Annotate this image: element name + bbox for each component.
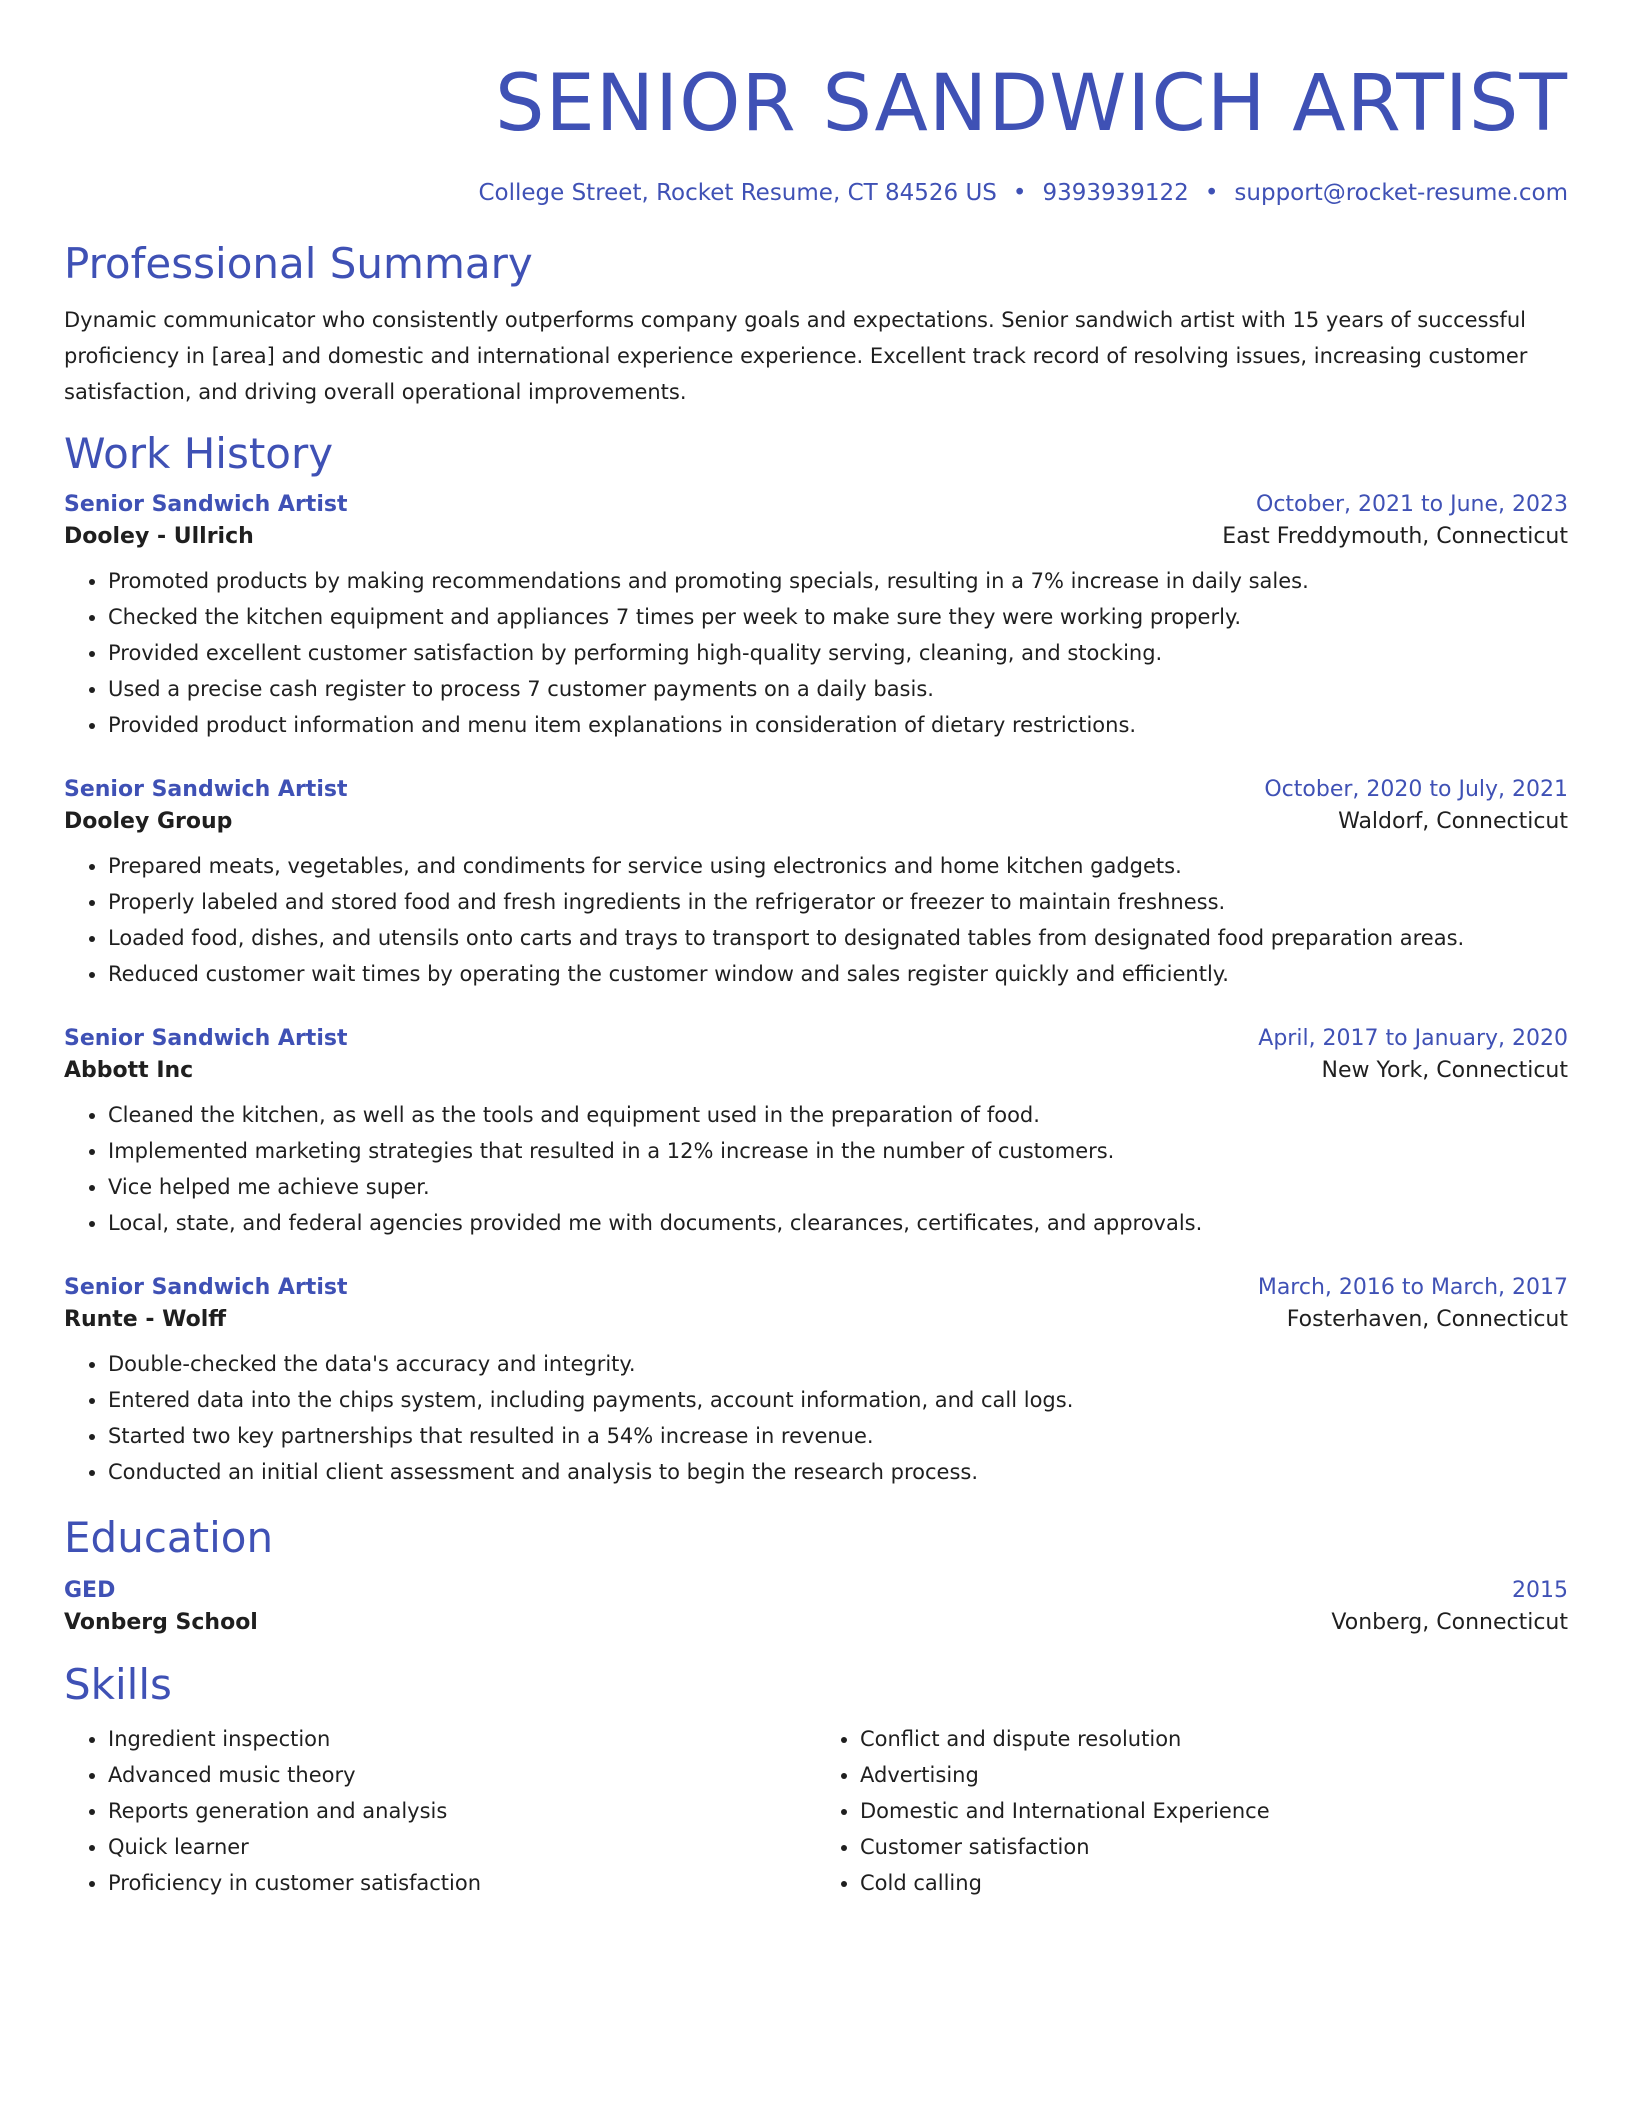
education-entry bbox=[64, 1578, 1568, 1635]
job-company: Runte - Wolff bbox=[64, 1307, 227, 1332]
list-item: • Reports generation and analysis bbox=[108, 1793, 816, 1829]
summary-heading: Professional Summary bbox=[64, 239, 533, 288]
job-entry bbox=[64, 492, 1568, 743]
job-company: Dooley - Ullrich bbox=[64, 524, 254, 549]
list-item: • Local, state, and federal agencies provided me with documents, clearances, certificates, and approvals. bbox=[108, 1205, 1568, 1241]
contact-address: College Street, Rocket Resume, CT 84526 US bbox=[478, 180, 997, 206]
list-item: • Advanced music theory bbox=[108, 1757, 816, 1793]
list-item: • Provided excellent customer satisfaction by performing high-quality serving, cleaning, and stocking. bbox=[108, 635, 1568, 671]
list-item: • Domestic and International Experience bbox=[860, 1793, 1568, 1829]
job-bullets bbox=[64, 563, 1568, 743]
job-header-row bbox=[64, 1026, 1568, 1051]
job-company: Dooley Group bbox=[64, 809, 233, 834]
resume-title: SENIOR SANDWICH ARTIST bbox=[495, 59, 1568, 149]
list-item: • Prepared meats, vegetables, and condiments for service using electronics and home kitchen gadgets. bbox=[108, 848, 1568, 884]
list-item: • Advertising bbox=[860, 1757, 1568, 1793]
education-school: Vonberg School bbox=[64, 1610, 258, 1635]
job-header-row bbox=[64, 777, 1568, 802]
job-entry bbox=[64, 777, 1568, 992]
list-item: • Customer satisfaction bbox=[860, 1829, 1568, 1865]
education-header-row bbox=[64, 1578, 1568, 1603]
job-company-row bbox=[64, 524, 1568, 549]
job-location: New York, Connecticut bbox=[1321, 1058, 1568, 1083]
contact-email: support@rocket-resume.com bbox=[1234, 180, 1568, 206]
job-title: Senior Sandwich Artist bbox=[64, 1275, 348, 1300]
job-location: Fosterhaven, Connecticut bbox=[1286, 1307, 1568, 1332]
list-item: • Reduced customer wait times by operating the customer window and sales register quickly and efficiently. bbox=[108, 956, 1568, 992]
education-degree: GED bbox=[64, 1578, 116, 1603]
contact-separator: • bbox=[1204, 180, 1219, 206]
list-item: • Loaded food, dishes, and utensils onto carts and trays to transport to designated tables from designated food preparation areas. bbox=[108, 920, 1568, 956]
list-item: • Implemented marketing strategies that resulted in a 12% increase in the number of customers. bbox=[108, 1133, 1568, 1169]
job-dates: October, 2021 to June, 2023 bbox=[1256, 492, 1568, 517]
list-item: • Proficiency in customer satisfaction bbox=[108, 1865, 816, 1901]
list-item: • Provided product information and menu item explanations in consideration of dietary restrictions. bbox=[108, 707, 1568, 743]
list-item: • Double-checked the data's accuracy and integrity. bbox=[108, 1346, 1568, 1382]
skills-list-right bbox=[816, 1721, 1568, 1901]
job-title: Senior Sandwich Artist bbox=[64, 492, 348, 517]
summary-text: Dynamic communicator who consistently outperforms company goals and expectations. Senior sandwich artist with 15 years of successful proficiency in [area] and domestic and international experience experience. Excellent track record of resolving issues, increasing customer satisfaction, and driving overall operational improvements. bbox=[64, 308, 1528, 404]
job-dates: April, 2017 to January, 2020 bbox=[1258, 1026, 1568, 1051]
job-bullets bbox=[64, 1097, 1568, 1241]
list-item: • Cleaned the kitchen, as well as the tools and equipment used in the preparation of food. bbox=[108, 1097, 1568, 1133]
list-item: • Ingredient inspection bbox=[108, 1721, 816, 1757]
skills-list-left bbox=[64, 1721, 816, 1901]
job-location: East Freddymouth, Connecticut bbox=[1222, 524, 1568, 549]
job-dates: March, 2016 to March, 2017 bbox=[1257, 1275, 1568, 1300]
contact-line bbox=[64, 178, 1568, 208]
work-history-heading: Work History bbox=[64, 429, 334, 478]
contact-phone: 9393939122 bbox=[1042, 180, 1189, 206]
job-bullets bbox=[64, 848, 1568, 992]
list-item: • Quick learner bbox=[108, 1829, 816, 1865]
list-item: • Checked the kitchen equipment and appliances 7 times per week to make sure they were working properly. bbox=[108, 599, 1568, 635]
job-header-row bbox=[64, 492, 1568, 517]
job-company-row bbox=[64, 1058, 1568, 1083]
job-dates: October, 2020 to July, 2021 bbox=[1264, 777, 1568, 802]
job-title: Senior Sandwich Artist bbox=[64, 1026, 348, 1051]
list-item: • Properly labeled and stored food and fresh ingredients in the refrigerator or freezer to maintain freshness. bbox=[108, 884, 1568, 920]
list-item: • Conducted an initial client assessment and analysis to begin the research process. bbox=[108, 1454, 1568, 1490]
education-school-row bbox=[64, 1610, 1568, 1635]
skills-heading: Skills bbox=[64, 1660, 172, 1709]
list-item: • Cold calling bbox=[860, 1865, 1568, 1901]
list-item: • Promoted products by making recommendations and promoting specials, resulting in a 7% increase in daily sales. bbox=[108, 563, 1568, 599]
list-item: • Conflict and dispute resolution bbox=[860, 1721, 1568, 1757]
job-header-row bbox=[64, 1275, 1568, 1300]
job-company-row bbox=[64, 1307, 1568, 1332]
education-location: Vonberg, Connecticut bbox=[1331, 1610, 1568, 1635]
education-year: 2015 bbox=[1512, 1578, 1568, 1603]
job-bullets bbox=[64, 1346, 1568, 1490]
job-location: Waldorf, Connecticut bbox=[1338, 809, 1568, 834]
job-title: Senior Sandwich Artist bbox=[64, 777, 348, 802]
job-company: Abbott Inc bbox=[64, 1058, 194, 1083]
skills-columns bbox=[64, 1721, 1568, 1901]
job-entry bbox=[64, 1275, 1568, 1490]
contact-separator: • bbox=[1012, 180, 1027, 206]
education-heading: Education bbox=[64, 1513, 274, 1562]
job-company-row bbox=[64, 809, 1568, 834]
job-entry bbox=[64, 1026, 1568, 1241]
list-item: • Used a precise cash register to process 7 customer payments on a daily basis. bbox=[108, 671, 1568, 707]
list-item: • Vice helped me achieve super. bbox=[108, 1169, 1568, 1205]
list-item: • Started two key partnerships that resulted in a 54% increase in revenue. bbox=[108, 1418, 1568, 1454]
list-item: • Entered data into the chips system, including payments, account information, and call logs. bbox=[108, 1382, 1568, 1418]
